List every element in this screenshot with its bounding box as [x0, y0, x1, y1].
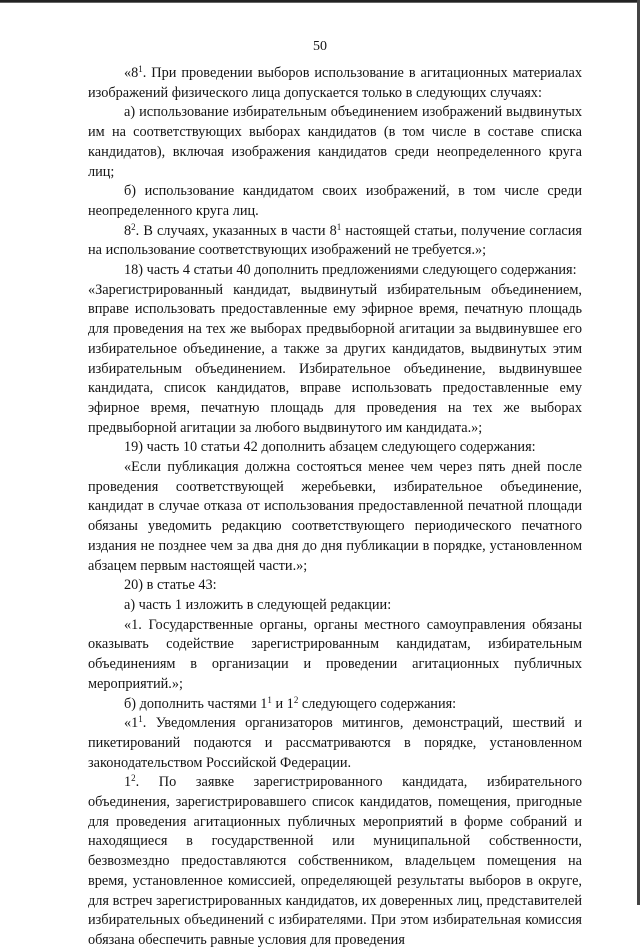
superscript-index: 1	[138, 714, 143, 725]
superscript-index: 2	[131, 221, 136, 232]
paragraph: «$1^1$. Уведомления организаторов митингов, демонстраций, шествий и пикетирований подаются и рассматриваются в порядке, установленном законодательством Российской Федерации.	[88, 714, 582, 771]
paragraph: «1. Государственные органы, органы местного самоуправления обязаны оказывать содействие зарегистрированным кандидатам, избирательным объединениям в организации и проведении агитационных публичных мероприятий.»;	[88, 616, 582, 692]
scan-edge-top	[0, 0, 640, 6]
paragraph: 18) часть 4 статьи 40 дополнить предложениями следующего содержания:	[124, 262, 577, 279]
document-body	[88, 64, 582, 951]
superscript-index: 1	[138, 64, 143, 74]
paragraph: 20) в статье 43:	[124, 577, 217, 594]
paragraph: а) часть 1 изложить в следующей редакции:	[124, 596, 392, 613]
paragraph: б) использование кандидатом своих изображений, в том числе среди неопределенного круга лиц.	[88, 183, 582, 219]
superscript-index: 2	[131, 773, 136, 784]
paragraph: а) использование избирательным объединением изображений выдвинутых им на соответствующих выборах кандидатов (в том числе в составе списка кандидатов), включая изображения кандидатов среди неопределенного круга лиц;	[88, 104, 582, 180]
paragraph: «$8^1$. При проведении выборов использование в агитационных материалах изображений физического лица допускается только в следующих случаях:	[88, 64, 582, 101]
paragraph: $8^2$. В случаях, указанных в части $8^1$ настоящей статьи, получение согласия на использование соответствующих изображений не требуется.»;	[88, 221, 582, 259]
superscript-index: 1	[336, 221, 342, 232]
paragraph: $1^2$. По заявке зарегистрированного кандидата, избирательного объединения, зарегистрировавшего список кандидатов, помещения, пригодные для проведения агитационных публичных мероприятий в форме собраний и находящиеся в государственной или муниципальной собственности, безвозмездно предоставляются собственником, владельцем помещения на время, установленное комиссией, определяющей результаты выборов в округе, для встреч зарегистрированных кандидатов, их доверенных лиц, представителей избирательных объединений с избирателями. При этом избирательная комиссия обязана обеспечить равные условия для проведения	[88, 773, 582, 948]
paragraph: «Зарегистрированный кандидат, выдвинутый избирательным объединением, вправе использовать предоставленные ему эфирное время, печатную площадь для проведения на тех же выборах предвыборной агитации за выдвинувшее его избирательное объединение, а также за других кандидатов, выдвинутых этим избирательным объединением. Избирательное объединение, выдвинувшее кандидата, список кандидатов, вправе использовать предоставленные ему эфирное время, печатную площадь для проведения на тех же выборах предвыборной агитации за любого выдвинутого им кандидата.»;	[88, 281, 582, 436]
superscript-index: 1	[267, 694, 272, 705]
page-number: 50	[313, 39, 327, 54]
paragraph: «Если публикация должна состояться менее чем через пять дней после проведения соответствующей жеребьевки, избирательное объединение, кандидат в случае отказа от использования предоставленной печатной площади обязаны уведомить редакцию соответствующего периодического печатного издания не позднее чем за два дня до дня публикации в порядке, установленном абзацем первым настоящей части.»;	[88, 459, 582, 574]
paragraph: б) дополнить частями $1^1$ и $1^2$ следующего содержания:	[124, 694, 457, 712]
paragraph: 19) часть 10 статьи 42 дополнить абзацем следующего содержания:	[124, 439, 536, 456]
superscript-index: 2	[293, 694, 299, 705]
